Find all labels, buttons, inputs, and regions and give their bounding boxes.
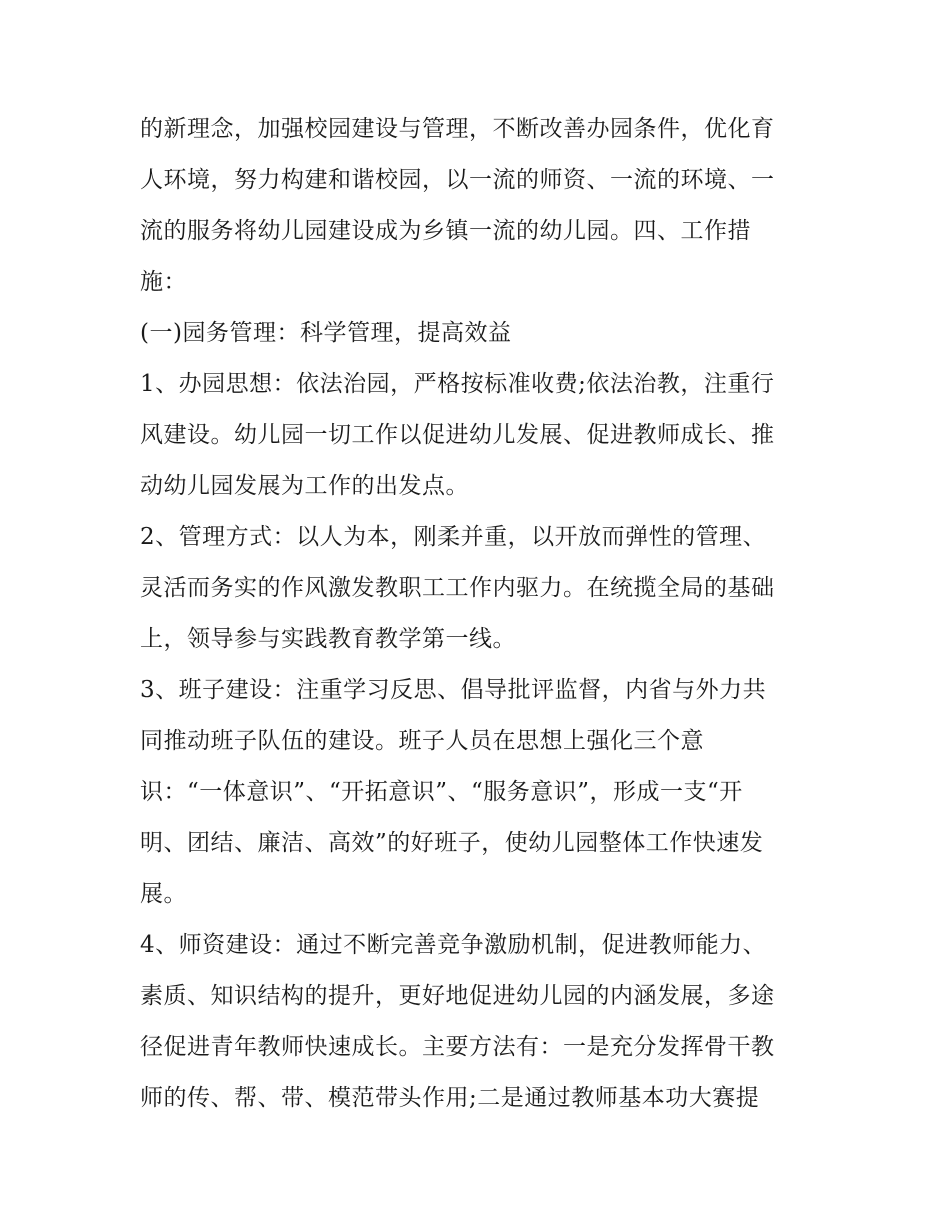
text-line: 流的服务将幼儿园建设成为乡镇一流的幼儿园。四、工作措 xyxy=(140,218,751,244)
text-line: 施： xyxy=(140,269,187,295)
section-heading: (一)园务管理：科学管理，提高效益 xyxy=(140,320,512,346)
text-line: 明、团结、廉洁、高效”的好班子，使幼儿园整体工作快速发 xyxy=(140,830,764,856)
text-line: 识：“一体意识”、“开拓意识”、“服务意识”，形成一支“开 xyxy=(140,779,743,805)
text-line: 风建设。幼儿园一切工作以促进幼儿发展、促进教师成长、推 xyxy=(140,422,775,448)
text-line: 1、办园思想：依法治园，严格按标准收费;依法治教，注重行 xyxy=(140,371,775,397)
text-line: 2、管理方式：以人为本，刚柔并重，以开放而弹性的管理、 xyxy=(140,524,767,550)
text-line: 人环境，努力构建和谐校园，以一流的师资、一流的环境、一 xyxy=(140,167,775,193)
text-line: 4、师资建设：通过不断完善竞争激励机制，促进教师能力、 xyxy=(140,932,767,958)
text-line: 3、班子建设：注重学习反思、倡导批评监督，内省与外力共 xyxy=(140,677,767,703)
text-line: 上，领导参与实践教育教学第一线。 xyxy=(140,626,516,652)
text-line: 师的传、帮、带、模范带头作用;二是通过教师基本功大赛提 xyxy=(140,1085,760,1111)
text-line: 动幼儿园发展为工作的出发点。 xyxy=(140,473,469,499)
text-line: 灵活而务实的作风激发教职工工作内驱力。在统揽全局的基础 xyxy=(140,575,775,601)
text-line: 素质、知识结构的提升，更好地促进幼儿园的内涵发展，多途 xyxy=(140,983,775,1009)
text-line: 径促进青年教师快速成长。主要方法有：一是充分发挥骨干教 xyxy=(140,1034,775,1060)
text-line: 展。 xyxy=(140,881,187,907)
text-line: 同推动班子队伍的建设。班子人员在思想上强化三个意 xyxy=(140,728,704,754)
text-line: 的新理念，加强校园建设与管理，不断改善办园条件，优化育 xyxy=(140,116,775,142)
